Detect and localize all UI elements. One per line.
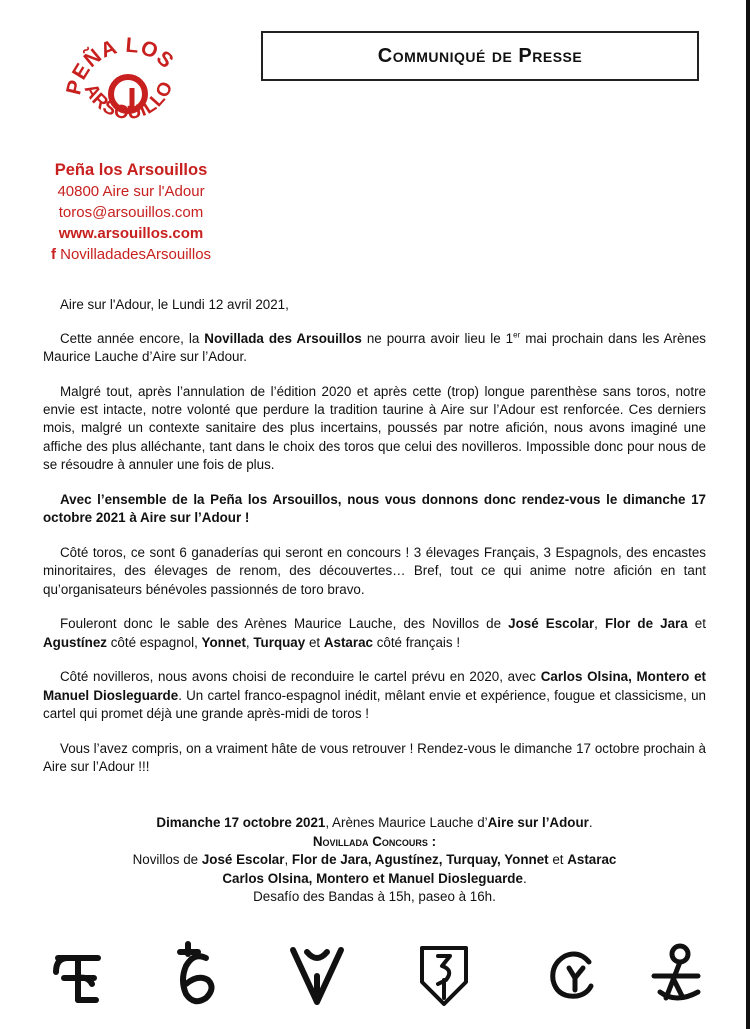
program-schedule-line: Desafío des Bandas à 15h, paseo à 16h. xyxy=(253,889,496,905)
program-date-line: Dimanche 17 octobre 2021, Arènes Maurice Lauche d’Aire sur l’Adour. xyxy=(156,815,593,830)
program-novilleros-line: Carlos Olsina, Montero et Manuel Diosleguarde. xyxy=(222,870,527,886)
yonnet-brand-icon xyxy=(543,940,603,1010)
program-novillos-line: Novillos de José Escolar, Flor de Jara, Agustínez, Turquay, Yonnet et Astarac xyxy=(132,852,617,868)
contact-block xyxy=(26,160,236,265)
facebook-icon: f xyxy=(50,246,56,263)
email-link[interactable]: toros@arsouillos.com xyxy=(58,204,204,221)
svg-text:PEÑA LOS: PEÑA LOS xyxy=(62,33,179,98)
paragraph-7: Vous l’avez compris, on a vraiment hâte de vous retrouver ! Rendez-vous le dimanche 17 octobre prochain à Aire sur l’Adour !!! xyxy=(43,740,706,775)
flor-de-jara-brand-icon xyxy=(166,940,226,1010)
astarac-brand-icon xyxy=(646,940,706,1010)
date-line: Aire sur l'Adour, le Lundi 12 avril 2021, xyxy=(60,297,289,312)
address: 40800 Aire sur l'Adour xyxy=(57,183,205,200)
event-program xyxy=(43,814,706,907)
svg-text:ARSOUILLOS: ARSOUILLO xyxy=(79,78,178,125)
press-release-title-box xyxy=(261,31,699,81)
paragraph-2: Malgré tout, après l’annulation de l’édition 2020 et après cette (trop) longue parenthèse sans toros, notre envie est intacte, notre volonté que perdure la tradition taurine à Aire sur l’Adour est renforcée. Ces derniers mois, malgré un contexte sanitaire des plus incertains, poussés par notre afición, nous avons imaginé une affiche des plus alléchante, tant dans le choix des toros que celui des novilleros. Impossible donc pour nous de se résoudre à annuler une fois de plus. xyxy=(43,383,706,473)
page-edge xyxy=(746,0,750,1029)
organization-name: Peña los Arsouillos xyxy=(54,161,208,179)
press-release-body xyxy=(43,296,706,793)
website-link[interactable]: www.arsouillos.com xyxy=(58,225,204,242)
paragraph-1: Cette année encore, la Novillada des Arsouillos ne pourra avoir lieu le 1er mai prochain dans les Arènes Maurice Lauche d’Aire sur l’Adour. xyxy=(43,330,706,365)
jose-escolar-brand-icon xyxy=(48,940,108,1010)
paragraph-4: Côté toros, ce sont 6 ganaderías qui seront en concours ! 3 élevages Français, 3 Espagnols, des encastes minoritaires, des élevages de renom, des découvertes… Bref, tout ce qui anime notre afición en tant qu’organisateurs bénévoles passionnés de toro bravo. xyxy=(43,544,706,597)
facebook-link[interactable]: f NovilladadesArsouillos xyxy=(50,246,212,263)
program-heading: Novillada Concours : xyxy=(312,833,437,849)
paragraph-6: Côté novilleros, nous avons choisi de reconduire le cartel prévu en 2020, avec Carlos Olsina, Montero et Manuel Diosleguarde. Un cartel franco-espagnol inédit, mêlant envie et expérience, fougue et classicisme, un cartel qui promet déjà une grande après-midi de toros ! xyxy=(43,669,706,722)
paragraph-3: Avec l’ensemble de la Peña los Arsouillos, nous vous donnons donc rendez-vous le dimanche 17 octobre 2021 à Aire sur l’Adour ! xyxy=(43,491,706,526)
page-title: Communiqué de Presse xyxy=(377,44,583,67)
pena-logo xyxy=(62,28,194,160)
turquay-brand-icon xyxy=(414,940,474,1010)
paragraph-5: Fouleront donc le sable des Arènes Maurice Lauche, des Novillos de José Escolar, Flor de Jara et Agustínez côté espagnol, Yonnet, Turquay et Astarac côté français ! xyxy=(43,616,706,650)
ganaderia-brands-row xyxy=(0,940,750,1010)
agustinez-brand-icon xyxy=(287,940,347,1010)
